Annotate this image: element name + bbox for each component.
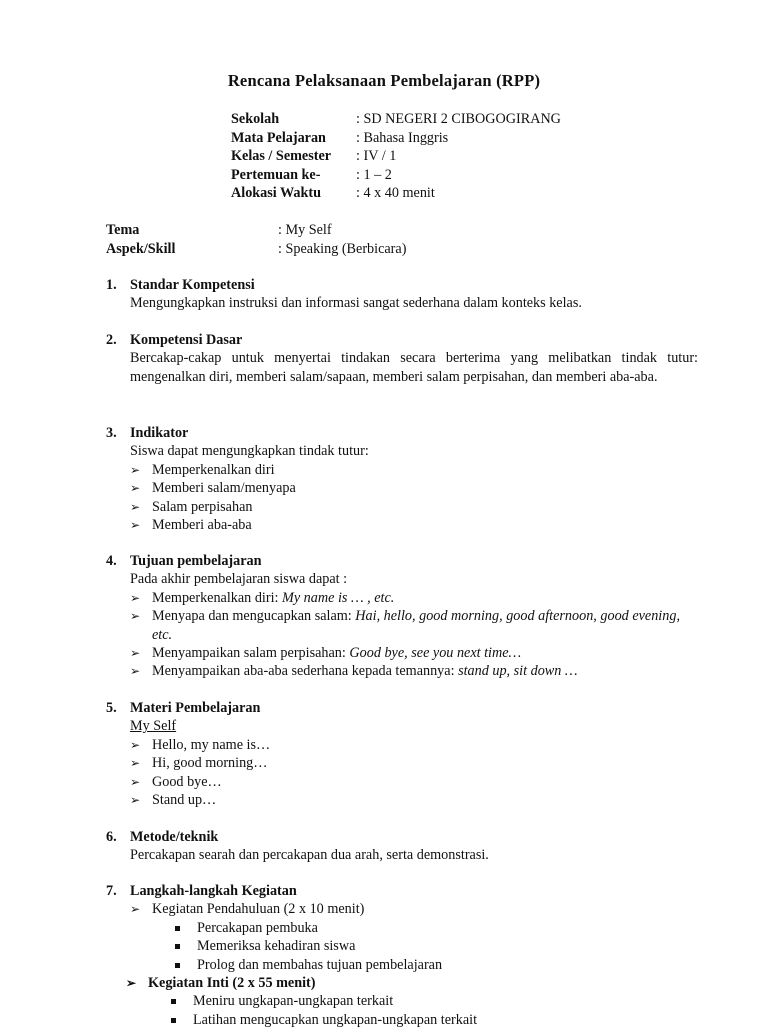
theme-value: : My Self bbox=[278, 222, 332, 238]
objective-text: Memperkenalkan diri: bbox=[152, 589, 279, 606]
activity-phase-pendahuluan bbox=[130, 900, 698, 974]
list-item: ➢ Salam perpisahan bbox=[130, 498, 698, 516]
section-materi-pembelajaran bbox=[106, 699, 698, 809]
list-item: ➢ Memperkenalkan diri bbox=[130, 461, 698, 479]
objective-text: Menyapa dan mengucapkan salam: bbox=[152, 608, 352, 625]
section-number: 7. bbox=[106, 883, 117, 899]
section-title: Standar Kompetensi bbox=[130, 277, 255, 293]
section-heading bbox=[106, 828, 698, 846]
section-number: 6. bbox=[106, 829, 117, 845]
list-item: Memeriksa kehadiran siswa bbox=[174, 937, 698, 955]
section-indikator bbox=[106, 424, 698, 534]
section-title: Kompetensi Dasar bbox=[130, 332, 243, 348]
skill-value: : Speaking (Berbicara) bbox=[278, 240, 407, 257]
list-item: Latihan mengucapkan ungkapan-ungkapan terkait bbox=[170, 1011, 698, 1029]
section-title: Tujuan pembelajaran bbox=[130, 553, 262, 569]
objective-example: Good bye, see you next time… bbox=[349, 645, 522, 662]
section-intro: Pada akhir pembelajaran siswa dapat : bbox=[130, 571, 348, 588]
section-number: 4. bbox=[106, 553, 117, 569]
info-row-mata-pelajaran bbox=[231, 129, 561, 148]
phase-label: Kegiatan Inti (2 x 55 menit) bbox=[148, 975, 316, 992]
section-heading bbox=[106, 882, 698, 900]
info-label: Kelas / Semester bbox=[231, 148, 332, 165]
activity-list bbox=[106, 900, 698, 1029]
section-metode bbox=[106, 828, 698, 865]
document-title: Rencana Pelaksanaan Pembelajaran (RPP) bbox=[227, 71, 541, 90]
section-number: 2. bbox=[106, 332, 117, 348]
section-text: Mengungkapkan instruksi dan informasi sangat sederhana dalam konteks kelas. bbox=[130, 295, 582, 312]
info-label: Sekolah bbox=[231, 111, 280, 127]
section-langkah-kegiatan bbox=[106, 882, 698, 1029]
list-item: ➢ Good bye… bbox=[130, 773, 698, 791]
list-item: ➢ Hello, my name is… bbox=[130, 736, 698, 754]
info-row-sekolah bbox=[231, 110, 561, 129]
activity-phase-inti bbox=[126, 974, 698, 1029]
section-title: Metode/teknik bbox=[130, 829, 219, 845]
list-item bbox=[130, 607, 698, 644]
list-item: ➢ Memberi salam/menyapa bbox=[130, 479, 698, 497]
info-value: : 4 x 40 menit bbox=[356, 185, 435, 202]
section-intro: Siswa dapat mengungkapkan tindak tutur: bbox=[130, 443, 369, 460]
list-item bbox=[130, 644, 698, 662]
list-item: Prolog dan membahas tujuan pembelajaran bbox=[174, 956, 698, 974]
info-label: Alokasi Waktu bbox=[231, 185, 322, 202]
info-row-kelas-semester bbox=[231, 147, 561, 166]
info-value: : IV / 1 bbox=[356, 148, 397, 165]
section-standar-kompetensi bbox=[106, 276, 698, 313]
section-heading bbox=[106, 552, 698, 570]
section-heading bbox=[106, 699, 698, 717]
list-item: Percakapan pembuka bbox=[174, 919, 698, 937]
objective-example: stand up, sit down … bbox=[458, 663, 578, 680]
section-heading bbox=[106, 424, 698, 442]
list-item: ➢ Hi, good morning… bbox=[130, 754, 698, 772]
list-item: ➢ Memberi aba-aba bbox=[130, 516, 698, 534]
list-item bbox=[130, 589, 698, 607]
section-number: 5. bbox=[106, 700, 117, 716]
indicator-list bbox=[106, 461, 698, 535]
info-label: Pertemuan ke- bbox=[231, 166, 321, 183]
material-list bbox=[106, 736, 698, 810]
section-text: Bercakap-cakap untuk menyertai tindakan secara berterima yang melibatkan tindak tutur: mengenalkan diri, memberi salam/sapaan, memberi salam perpisahan, dan memberi aba-aba. bbox=[130, 350, 698, 385]
info-value: : Bahasa Inggris bbox=[356, 129, 449, 146]
objective-text: Menyampaikan aba-aba sederhana kepada temannya: bbox=[152, 663, 455, 680]
list-item bbox=[130, 662, 698, 680]
section-number: 3. bbox=[106, 425, 117, 441]
info-row-pertemuan bbox=[231, 166, 561, 185]
section-title: Langkah-langkah Kegiatan bbox=[130, 883, 297, 899]
skill-row bbox=[106, 240, 406, 259]
theme-block bbox=[106, 221, 406, 258]
objective-list bbox=[106, 589, 698, 681]
list-item: Meniru ungkapan-ungkapan terkait bbox=[170, 992, 698, 1010]
section-number: 1. bbox=[106, 277, 117, 293]
section-heading bbox=[106, 276, 698, 294]
theme-row bbox=[106, 221, 406, 240]
section-heading bbox=[106, 331, 698, 349]
list-item: ➢ Stand up… bbox=[130, 791, 698, 809]
section-title: Materi Pembelajaran bbox=[130, 700, 261, 716]
section-text: Percakapan searah dan percakapan dua arah, serta demonstrasi. bbox=[130, 847, 489, 864]
section-kompetensi-dasar bbox=[106, 331, 698, 386]
info-value: : SD NEGERI 2 CIBOGOGIRANG bbox=[356, 111, 561, 127]
info-label: Mata Pelajaran bbox=[231, 129, 326, 146]
objective-example: Hai, hello, good morning, good afternoon, good evening, etc. bbox=[152, 608, 680, 643]
theme-label: Tema bbox=[106, 222, 140, 238]
section-title: Indikator bbox=[130, 425, 189, 441]
phase-label: Kegiatan Pendahuluan (2 x 10 menit) bbox=[152, 901, 365, 918]
info-row-alokasi-waktu bbox=[231, 184, 561, 203]
section-tujuan-pembelajaran bbox=[106, 552, 698, 681]
info-value: : 1 – 2 bbox=[356, 166, 392, 183]
objective-text: Menyampaikan salam perpisahan: bbox=[152, 645, 346, 662]
phase-steps bbox=[152, 919, 698, 974]
info-block bbox=[231, 110, 561, 203]
objective-example: My name is … , etc. bbox=[282, 589, 395, 606]
skill-label: Aspek/Skill bbox=[106, 240, 176, 257]
section-subtitle: My Self bbox=[130, 718, 177, 735]
